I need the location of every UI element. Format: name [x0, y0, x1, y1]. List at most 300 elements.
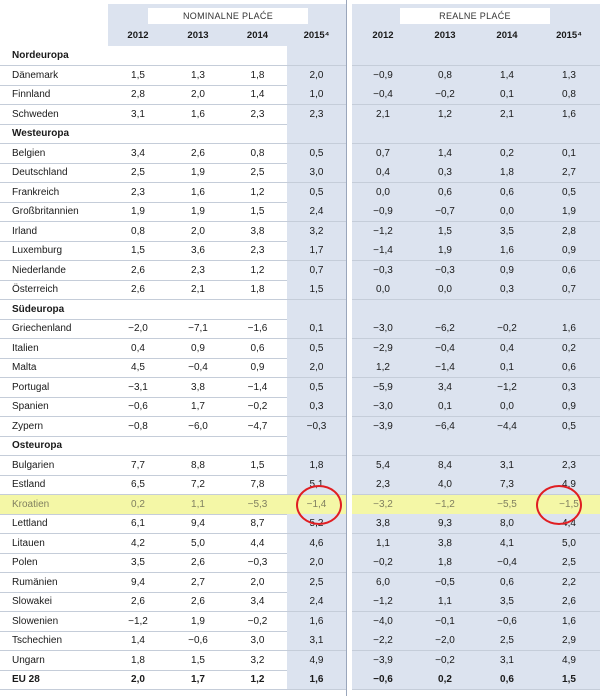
table-row — [0, 339, 600, 359]
real-value: 3,5 — [476, 222, 538, 242]
real-value: 4,4 — [538, 514, 600, 534]
real-value: 0,2 — [538, 339, 600, 359]
region-label: Nordeuropa — [12, 50, 69, 61]
real-value: −0,3 — [414, 261, 476, 281]
nominal-value: 2,7 — [191, 576, 205, 588]
nominal-value: 1,7 — [287, 241, 346, 261]
nominal-value: −2,0 — [128, 323, 148, 334]
empty-cell — [414, 46, 476, 66]
table-row — [0, 612, 600, 632]
nominal-value: 9,4 — [131, 576, 145, 588]
country-label: Österreich — [12, 284, 59, 295]
nominal-value: 3,2 — [287, 222, 346, 242]
nominal-value: 2,0 — [131, 674, 145, 685]
country-label: Estland — [12, 479, 46, 490]
empty-cell — [108, 436, 168, 456]
real-value: 0,7 — [538, 280, 600, 300]
real-value: 3,5 — [476, 592, 538, 612]
nominal-value: 2,0 — [287, 553, 346, 573]
table-row — [0, 456, 600, 476]
nominal-value: 3,2 — [250, 654, 265, 666]
real-value: −1,2 — [352, 592, 414, 612]
nominal-value: 0,7 — [287, 261, 346, 281]
highlight-circle — [296, 485, 342, 525]
country-label: Großbritannien — [12, 206, 79, 217]
real-value: −0,6 — [476, 612, 538, 632]
empty-cell — [538, 124, 600, 144]
real-value: −3,9 — [352, 651, 414, 671]
nominal-value: 7,8 — [250, 479, 265, 490]
empty-cell — [287, 124, 346, 144]
nominal-value: 4,2 — [131, 537, 145, 549]
real-value: 0,9 — [538, 397, 600, 417]
real-value: −1,5 — [559, 498, 579, 510]
nominal-value: 1,8 — [287, 456, 346, 476]
nominal-value: 1,9 — [191, 206, 205, 217]
section-row — [0, 300, 600, 320]
real-value: 0,2 — [414, 670, 476, 690]
nominal-value: 4,4 — [250, 537, 265, 549]
empty-cell — [168, 124, 228, 144]
nominal-value: 2,6 — [131, 284, 145, 295]
nominal-value: 1,9 — [191, 615, 205, 627]
real-value: −0,2 — [476, 319, 538, 339]
real-value: 2,8 — [538, 222, 600, 242]
table-row — [0, 378, 600, 398]
table-row — [0, 631, 600, 651]
empty-cell — [228, 300, 287, 320]
group-separator — [346, 0, 352, 696]
nominal-value: −1,2 — [128, 615, 148, 627]
country-label: Slowakei — [12, 596, 53, 607]
nominal-value: 2,5 — [250, 167, 265, 178]
real-value: 0,2 — [476, 144, 538, 164]
section-row — [0, 436, 600, 456]
region-label: Südeuropa — [12, 303, 65, 315]
real-value: 1,1 — [414, 592, 476, 612]
nominal-value: 2,6 — [191, 557, 205, 568]
real-value: 3,1 — [476, 651, 538, 671]
nominal-value: 1,6 — [191, 186, 205, 198]
nominal-value: 1,5 — [250, 459, 265, 471]
real-value: 1,5 — [414, 222, 476, 242]
real-value: 0,1 — [538, 144, 600, 164]
nominal-value: 1,5 — [250, 206, 265, 217]
year-header: 2013 — [168, 26, 228, 46]
real-value: 1,6 — [538, 612, 600, 632]
real-value: 8,4 — [414, 456, 476, 476]
real-value: −0,3 — [352, 261, 414, 281]
nominal-value: 1,1 — [191, 498, 205, 510]
real-value: 0,6 — [538, 358, 600, 378]
nominal-value: 7,2 — [191, 479, 205, 490]
country-label: Bulgarien — [12, 459, 55, 471]
nominal-value: 3,8 — [191, 381, 205, 393]
nominal-value: −6,0 — [188, 420, 208, 432]
real-value: −1,4 — [414, 358, 476, 378]
table-row — [0, 397, 600, 417]
nominal-value: 7,7 — [131, 459, 145, 471]
real-value: 0,0 — [476, 202, 538, 222]
real-value: −2,9 — [352, 339, 414, 359]
year-header-row — [0, 26, 600, 46]
nominal-value: 8,8 — [191, 459, 205, 471]
real-value: 1,4 — [476, 66, 538, 86]
nominal-value: 1,2 — [250, 186, 265, 198]
real-value: −2,0 — [414, 631, 476, 651]
empty-cell — [476, 46, 538, 66]
real-value: 2,7 — [538, 163, 600, 183]
real-group-header — [352, 4, 600, 26]
nominal-value: 8,7 — [250, 518, 265, 529]
real-value: −0,1 — [414, 612, 476, 632]
empty-cell — [352, 300, 414, 320]
section-row — [0, 124, 600, 144]
nominal-value: −5,3 — [247, 498, 268, 510]
nominal-value: 0,5 — [287, 144, 346, 164]
nominal-value: 3,1 — [131, 108, 145, 120]
nominal-value: 1,8 — [250, 69, 265, 81]
table-row — [0, 222, 600, 242]
nominal-value: 2,6 — [191, 596, 205, 607]
nominal-value: 1,6 — [191, 108, 205, 120]
real-value: 0,1 — [476, 358, 538, 378]
empty-cell — [352, 436, 414, 456]
year-header: 2012 — [352, 26, 414, 46]
year-header: 2012 — [108, 26, 168, 46]
real-value: 2,1 — [352, 105, 414, 125]
nominal-value: 1,9 — [191, 167, 205, 178]
real-value: 1,2 — [352, 358, 414, 378]
nominal-value: −3,1 — [128, 381, 148, 393]
real-value: 8,0 — [476, 514, 538, 534]
nominal-value: 1,9 — [131, 206, 145, 217]
real-value: 0,3 — [538, 378, 600, 398]
real-value: −5,5 — [497, 498, 517, 510]
real-value: 0,0 — [352, 183, 414, 203]
nominal-value: 1,4 — [131, 635, 145, 646]
table-row — [0, 573, 600, 593]
country-label: Luxemburg — [12, 245, 63, 256]
real-value: 1,9 — [414, 241, 476, 261]
table-row — [0, 144, 600, 164]
nominal-value: 2,3 — [131, 186, 145, 198]
nominal-value: 4,9 — [287, 651, 346, 671]
nominal-value: 3,1 — [287, 631, 346, 651]
year-header: 2013 — [414, 26, 476, 46]
nominal-value: 3,8 — [250, 225, 265, 237]
nominal-value: 1,5 — [191, 654, 205, 666]
nominal-value: 2,5 — [287, 573, 346, 593]
empty-cell — [228, 46, 287, 66]
real-value: 4,9 — [538, 475, 600, 495]
real-value: 1,6 — [538, 105, 600, 125]
section-row — [0, 46, 600, 66]
nominal-value: 2,6 — [131, 596, 145, 607]
nominal-value: 2,0 — [250, 576, 265, 588]
nominal-value: 0,6 — [250, 342, 265, 354]
nominal-value: 2,3 — [191, 264, 205, 276]
real-value: −0,4 — [352, 85, 414, 105]
nominal-value: 0,9 — [250, 362, 265, 373]
nominal-value: 5,2 — [287, 514, 346, 534]
table-row — [0, 261, 600, 281]
table-row — [0, 417, 600, 437]
real-value: 1,8 — [414, 553, 476, 573]
real-value: 7,3 — [476, 475, 538, 495]
nominal-value: 2,0 — [287, 66, 346, 86]
real-value: −0,4 — [414, 339, 476, 359]
real-value: −0,2 — [414, 651, 476, 671]
nominal-value: −0,6 — [128, 401, 148, 412]
real-value: −3,2 — [373, 498, 393, 510]
nominal-value: 3,5 — [131, 557, 145, 568]
nominal-value: 0,1 — [287, 319, 346, 339]
empty-cell — [476, 300, 538, 320]
country-label: Schweden — [12, 108, 59, 120]
real-value: −4,0 — [352, 612, 414, 632]
empty-cell — [168, 300, 228, 320]
real-value: 3,8 — [352, 514, 414, 534]
nominal-value: −0,2 — [247, 401, 268, 412]
real-value: 0,0 — [352, 280, 414, 300]
real-value: 0,6 — [476, 573, 538, 593]
nominal-value: 2,6 — [191, 147, 205, 159]
real-value: −6,2 — [414, 319, 476, 339]
empty-cell — [108, 46, 168, 66]
real-value: 5,4 — [352, 456, 414, 476]
empty-cell — [168, 46, 228, 66]
nominal-value: 5,1 — [287, 475, 346, 495]
nominal-value: 0,4 — [131, 342, 145, 354]
empty-cell — [414, 436, 476, 456]
empty-cell — [476, 124, 538, 144]
nominal-value: 2,0 — [191, 225, 205, 237]
nominal-value: 4,6 — [287, 534, 346, 554]
nominal-value: 3,4 — [131, 147, 145, 159]
region-label: Westeuropa — [12, 128, 70, 139]
real-value: 3,4 — [414, 378, 476, 398]
real-value: 2,1 — [476, 105, 538, 125]
nominal-value: −1,4 — [306, 498, 327, 510]
nominal-value: −1,6 — [247, 323, 268, 334]
country-label: Belgien — [12, 147, 46, 159]
nominal-value: 3,6 — [191, 245, 205, 256]
real-value: −0,7 — [414, 202, 476, 222]
real-value: 2,9 — [538, 631, 600, 651]
real-value: −0,6 — [352, 670, 414, 690]
table-row — [0, 66, 600, 86]
real-value: 0,1 — [476, 85, 538, 105]
empty-cell — [287, 300, 346, 320]
year-header: 2015⁴ — [287, 26, 346, 46]
real-value: 4,0 — [414, 475, 476, 495]
real-value: 2,5 — [476, 631, 538, 651]
country-label: Litauen — [12, 537, 45, 549]
real-value: 0,7 — [352, 144, 414, 164]
real-value: −4,4 — [476, 417, 538, 437]
empty-cell — [538, 300, 600, 320]
nominal-value: 2,6 — [131, 264, 145, 276]
real-value: −0,5 — [414, 573, 476, 593]
nominal-value: −0,8 — [128, 420, 148, 432]
real-value: −0,9 — [352, 202, 414, 222]
empty-cell — [414, 300, 476, 320]
real-value: 1,9 — [538, 202, 600, 222]
nominal-value: −0,2 — [247, 615, 268, 627]
empty-cell — [108, 300, 168, 320]
real-value: −0,2 — [352, 553, 414, 573]
nominal-value: 1,8 — [131, 654, 145, 666]
real-value: 0,6 — [476, 183, 538, 203]
table-row — [0, 358, 600, 378]
country-label: Griechenland — [12, 323, 72, 334]
nominal-value: 2,3 — [287, 105, 346, 125]
country-label: Tschechien — [12, 635, 63, 646]
real-value: 2,3 — [352, 475, 414, 495]
empty-cell — [476, 436, 538, 456]
nominal-value: 0,3 — [287, 397, 346, 417]
nominal-value: 0,5 — [287, 378, 346, 398]
country-label: Kroatien — [12, 498, 50, 510]
nominal-value: 0,9 — [191, 342, 205, 354]
nominal-value: 0,8 — [131, 225, 145, 237]
real-value: −1,2 — [352, 222, 414, 242]
table-row — [0, 280, 600, 300]
nominal-value: 0,8 — [250, 147, 265, 159]
table-row — [0, 183, 600, 203]
nominal-value: 2,3 — [250, 108, 265, 120]
table-row — [0, 85, 600, 105]
year-header: 2015⁴ — [538, 26, 600, 46]
real-value: −1,2 — [476, 378, 538, 398]
nominal-value: 1,5 — [131, 245, 145, 256]
real-value: 0,9 — [476, 261, 538, 281]
nominal-value: 1,6 — [287, 670, 346, 690]
real-value: 0,6 — [414, 183, 476, 203]
total-row — [0, 670, 600, 690]
nominal-value: −0,4 — [188, 362, 208, 373]
nominal-group-header — [108, 4, 346, 26]
country-label: Rumänien — [12, 576, 58, 588]
real-value: 2,6 — [538, 592, 600, 612]
real-value: −5,9 — [352, 378, 414, 398]
real-value: 3,1 — [476, 456, 538, 476]
real-value: 3,8 — [414, 534, 476, 554]
year-header: 2014 — [228, 26, 287, 46]
real-value: 2,5 — [538, 553, 600, 573]
nominal-value: −0,3 — [247, 557, 268, 568]
real-value: 9,3 — [414, 514, 476, 534]
nominal-value: 2,0 — [191, 89, 205, 100]
nominal-value: 1,5 — [287, 280, 346, 300]
table-row — [0, 534, 600, 554]
group-header-row — [0, 0, 600, 26]
table-row — [0, 553, 600, 573]
real-value: −3,0 — [352, 319, 414, 339]
real-value: 0,4 — [352, 163, 414, 183]
real-value: 0,3 — [414, 163, 476, 183]
real-value: −0,2 — [414, 85, 476, 105]
table-row — [0, 163, 600, 183]
country-column-header — [0, 26, 108, 46]
empty-cell — [228, 436, 287, 456]
real-value: 1,3 — [538, 66, 600, 86]
nominal-value: −7,1 — [188, 323, 208, 334]
empty-cell — [414, 124, 476, 144]
nominal-value: 3,0 — [287, 163, 346, 183]
nominal-group-label: NOMINALNE PLAĆE — [148, 8, 308, 24]
real-value: 1,5 — [538, 670, 600, 690]
nominal-value: 1,7 — [191, 401, 205, 412]
nominal-value: 2,8 — [131, 89, 145, 100]
nominal-value: 3,0 — [250, 635, 265, 646]
empty-cell — [538, 46, 600, 66]
empty-cell — [287, 436, 346, 456]
real-value: 0,5 — [538, 417, 600, 437]
country-label: Niederlande — [12, 264, 66, 276]
country-label: Dänemark — [12, 69, 59, 81]
country-label: Malta — [12, 362, 37, 373]
country-label: Portugal — [12, 381, 50, 393]
country-label: Finnland — [12, 89, 51, 100]
country-label: EU 28 — [12, 674, 40, 685]
real-value: 1,2 — [414, 105, 476, 125]
region-label: Osteuropa — [12, 440, 63, 451]
nominal-value: 1,3 — [191, 69, 205, 81]
empty-cell — [287, 46, 346, 66]
real-value: −1,2 — [435, 498, 455, 510]
table-row — [0, 105, 600, 125]
nominal-value: 1,8 — [250, 284, 265, 295]
real-value: 2,3 — [538, 456, 600, 476]
country-label: Frankreich — [12, 186, 60, 198]
real-value: 0,1 — [414, 397, 476, 417]
nominal-value: 3,4 — [250, 596, 265, 607]
nominal-value: 6,1 — [131, 518, 145, 529]
country-label: Spanien — [12, 401, 49, 412]
real-value: 5,0 — [538, 534, 600, 554]
nominal-value: 5,0 — [191, 537, 205, 549]
real-value: 0,6 — [476, 670, 538, 690]
nominal-value: −1,4 — [247, 381, 268, 393]
table-row — [0, 202, 600, 222]
nominal-value: 1,2 — [250, 264, 265, 276]
real-value: 0,8 — [414, 66, 476, 86]
country-label: Deutschland — [12, 167, 68, 178]
nominal-value: 1,2 — [250, 674, 265, 685]
real-value: 1,1 — [352, 534, 414, 554]
country-label: Italien — [12, 342, 39, 354]
real-value: 1,4 — [414, 144, 476, 164]
real-value: 4,9 — [538, 651, 600, 671]
nominal-value: 0,5 — [287, 183, 346, 203]
country-label: Ungarn — [12, 654, 45, 666]
nominal-value: −0,3 — [287, 417, 346, 437]
table-row — [0, 592, 600, 612]
country-label: Polen — [12, 557, 38, 568]
nominal-value: 0,5 — [287, 339, 346, 359]
nominal-value: −0,6 — [188, 635, 208, 646]
real-value: 2,2 — [538, 573, 600, 593]
real-value: 0,6 — [538, 261, 600, 281]
real-value: 1,6 — [476, 241, 538, 261]
nominal-value: 1,4 — [250, 89, 265, 100]
real-value: 6,0 — [352, 573, 414, 593]
nominal-value: 2,3 — [250, 245, 265, 256]
nominal-value: 2,4 — [287, 592, 346, 612]
real-value: 0,0 — [476, 397, 538, 417]
